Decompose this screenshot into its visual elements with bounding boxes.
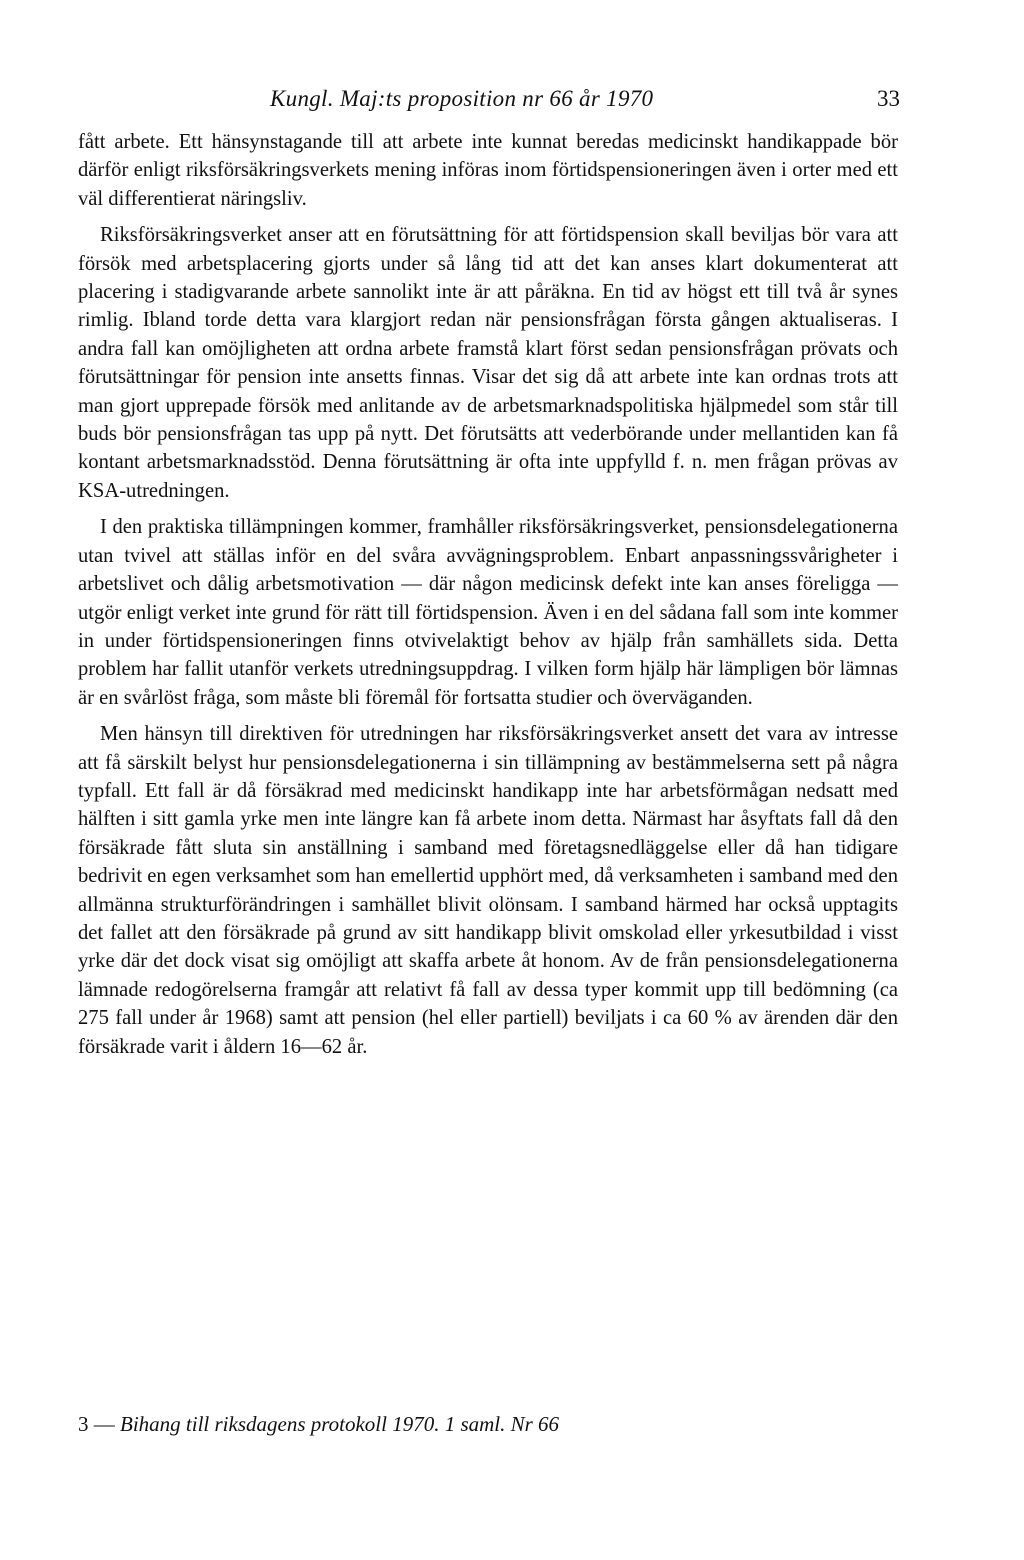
page-number: 33 [877,86,900,111]
running-header [0,86,1024,126]
body-text [78,128,898,1069]
paragraph-3: I den praktiska tillämpningen kommer, framhåller riksförsäkringsverket, pensionsdelegationerna utan tvivel att ställas inför en del svåra avvägningsproblem. Enbart anpassningssvårigheter i arbetslivet och dålig arbetsmotivation — där någon medicinsk defekt inte kan anses föreligga — utgör enligt verket inte grund för rätt till förtidspension. Även i en del sådana fall som inte kommer in under förtidspensioneringen finns otvivelaktigt behov av hjälp från samhällets sida. Detta problem har fallit utanför verkets utredningsuppdrag. I vilken form hjälp här lämpligen bör lämnas är en svårlöst fråga, som måste bli föremål för fortsatta studier och överväganden. [78,516,898,709]
footer-text: Bihang till riksdagens protokoll 1970. 1 saml. Nr 66 [120,1412,560,1436]
footer-prefix: 3 — [78,1412,115,1436]
page-footer [78,1412,559,1437]
paragraph-4: Men hänsyn till direktiven för utredningen har riksförsäkringsverket ansett det vara av intresse att få särskilt belyst hur pensionsdelegationerna i sin tillämpning av bestämmelserna sett på några typfall. Ett fall är då försäkrad med medicinskt handikapp inte har arbetsförmågan nedsatt med hälften i sitt gamla yrke men inte längre kan få arbete inom detta. Närmast har åsyftats fall då den försäkrade fått sluta sin anställning i samband med företagsnedläggelse eller då han tidigare bedrivit en egen verksamhet som han emellertid upphört med, då verksamheten i samband med den allmänna strukturförändringen i samhället blivit olönsam. I samband härmed har också upptagits det fallet att den försäkrade på grund av sitt handikapp blivit omskolad eller yrkesutbildad i visst yrke där det dock visat sig omöjligt att skaffa arbete åt honom. Av de från pensionsdelegationerna lämnade redogörelserna framgår att relativt få fall av dessa typer kommit upp till bedömning (ca 275 fall under år 1968) samt att pension (hel eller partiell) beviljats i ca 60 % av ärenden där den försäkrade varit i åldern 16—62 år. [78,723,898,1058]
paragraph-1: fått arbete. Ett hänsynstagande till att arbete inte kunnat beredas medicinskt handikappade bör därför enligt riksförsäkringsverkets mening införas inom förtidspensioneringen även i orter med ett väl differentierat näringsliv. [78,131,898,210]
running-title: Kungl. Maj:ts proposition nr 66 år 1970 [270,86,654,111]
paragraph-2: Riksförsäkringsverket anser att en förutsättning för att förtidspension skall beviljas bör vara att försök med arbetsplacering gjorts under så lång tid att det kan anses klart dokumenterat att placering i stadigvarande arbete sannolikt inte är att påräkna. En tid av högst ett till två år synes rimlig. Ibland torde detta vara klargjort redan när pensionsfrågan första gången aktualiseras. I andra fall kan omöjligheten att ordna arbete framstå klart först sedan pensionsfrågan prövats och förutsättningar för pension inte ansetts finnas. Visar det sig då att arbete inte kan ordnas trots att man gjort upprepade försök med anlitande av de arbetsmarknadspolitiska hjälpmedel som står till buds bör pensionsfrågan tas upp på nytt. Det förutsätts att vederbörande under mellantiden kan få kontant arbetsmarknadsstöd. Denna förutsättning är ofta inte uppfylld f. n. men frågan prövas av KSA-utredningen. [78,224,898,502]
